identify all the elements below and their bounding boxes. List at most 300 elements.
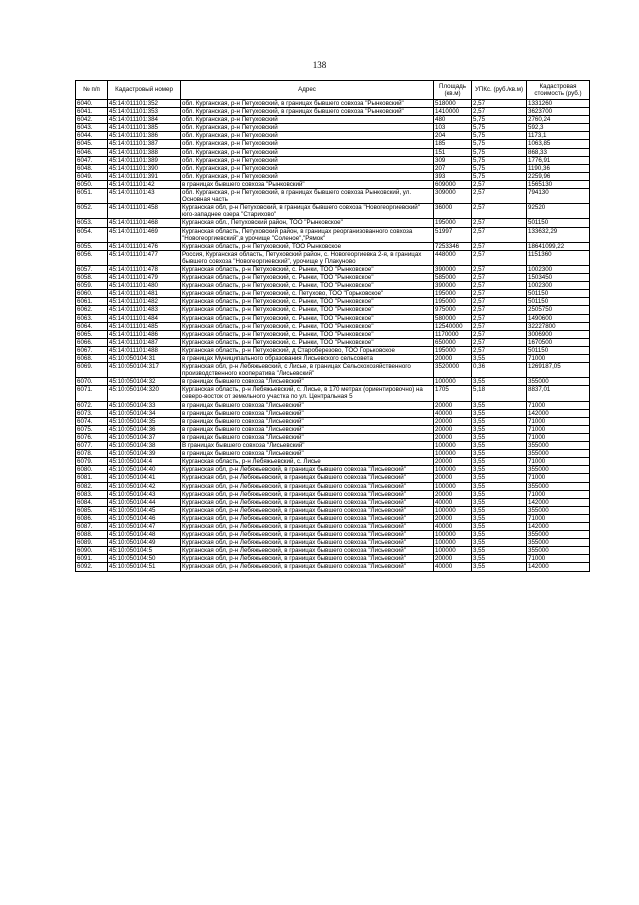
address: Курганская область, р-н Петуховский, с. Рынки, ТОО "Рынковское" — [181, 338, 434, 346]
table-row — [76, 265, 590, 273]
row-number: 6086. — [76, 514, 108, 522]
address: Курганская обл, р-н Петуховский, в границах бывшего совхоза "Новогеоргиевский" юго-западнее озера "Старихово" — [181, 204, 434, 219]
cadastral-value: 32227800 — [527, 322, 590, 330]
upks: 5,75 — [472, 132, 527, 140]
table-row — [76, 450, 590, 458]
row-number: 6075. — [76, 425, 108, 433]
area: 185 — [434, 140, 472, 148]
cadastral-value: 71000 — [527, 458, 590, 466]
table-row — [76, 164, 590, 172]
upks: 5,75 — [472, 140, 527, 148]
address: Курганская обл, р-н Лебяжьевский, в границах бывшего совхоза "Лисьевский" — [181, 522, 434, 530]
upks: 3,55 — [472, 466, 527, 474]
row-number: 6067. — [76, 346, 108, 354]
row-number: 6081. — [76, 474, 108, 482]
upks: 3,55 — [472, 409, 527, 417]
address: Курганская обл, р-н Лебяжьевский, в границах бывшего совхоза "Лисьевский" — [181, 514, 434, 522]
address: Курганская обл, р-н Лебяжьевский, в границах бывшего совхоза "Лисьевский" — [181, 506, 434, 514]
cadastral-value: 71000 — [527, 433, 590, 441]
cadastral-value: 355000 — [527, 506, 590, 514]
table-row — [76, 482, 590, 490]
cadastral-number: 45:14:011101:476 — [108, 242, 181, 250]
upks: 5,75 — [472, 172, 527, 180]
address: обл. Курганская, р-н Петуховский — [181, 148, 434, 156]
row-number: 6074. — [76, 417, 108, 425]
upks: 2,57 — [472, 219, 527, 227]
row-number: 6085. — [76, 506, 108, 514]
upks: 2,57 — [472, 100, 527, 108]
row-number: 6068. — [76, 355, 108, 363]
header-upks: УПКс. (руб./кв.м) — [472, 81, 527, 100]
cadastral-value: 355000 — [527, 482, 590, 490]
cadastral-number: 45:10:050104:49 — [108, 539, 181, 547]
upks: 3,55 — [472, 482, 527, 490]
header-num: № п/п — [76, 81, 108, 100]
table-row — [76, 490, 590, 498]
table-row — [76, 290, 590, 298]
cadastral-number: 45:14:011101:390 — [108, 164, 181, 172]
row-number: 6069. — [76, 363, 108, 378]
area: 309000 — [434, 189, 472, 204]
area: 580000 — [434, 314, 472, 322]
row-number: 6077. — [76, 442, 108, 450]
cadastral-number: 45:10:050104:44 — [108, 498, 181, 506]
address: в границах бывшего совхоза "Лисьевский" — [181, 450, 434, 458]
address: обл. Курганская, р-н Петуховский, в границах бывшего совхоза "Рынковский" — [181, 100, 434, 108]
upks: 3,55 — [472, 401, 527, 409]
row-number: 6076. — [76, 433, 108, 441]
cadastral-value: 1002300 — [527, 282, 590, 290]
cadastral-value: 1331260 — [527, 100, 590, 108]
area: 518000 — [434, 100, 472, 108]
upks: 3,55 — [472, 442, 527, 450]
table-header-row — [76, 81, 590, 100]
header-cadastral-value: Кадастровая стоимость (руб.) — [527, 81, 590, 100]
cadastral-value: 1190,36 — [527, 164, 590, 172]
row-number: 6043. — [76, 124, 108, 132]
area: 100000 — [434, 466, 472, 474]
cadastral-value: 18641099,22 — [527, 242, 590, 250]
header-cadastral-number: Кадастровый номер — [108, 81, 181, 100]
table-row — [76, 100, 590, 108]
address: Курганская область, р-н Петуховский, с. Рынки, ТОО "Рынковское" — [181, 265, 434, 273]
cadastral-value: 71000 — [527, 417, 590, 425]
cadastral-number: 45:10:050104:43 — [108, 490, 181, 498]
upks: 5,18 — [472, 386, 527, 401]
address: в границах бывшего совхоза "Лисьевский" — [181, 401, 434, 409]
cadastral-number: 45:10:050104:41 — [108, 474, 181, 482]
address: Россия, Курганская область, Петуховский район, с. Новогеоргиевка 2-я, в границах бывшего совхоза "Новогеоргиевский", урочище у Плакуново — [181, 250, 434, 265]
area: 20000 — [434, 555, 472, 563]
address: Курганская область, р-н Петуховский, с. Рынки, ТОО "Рынковское" — [181, 274, 434, 282]
cadastral-value: 355000 — [527, 450, 590, 458]
cadastral-number: 45:10:050104:46 — [108, 514, 181, 522]
table-row — [76, 563, 590, 571]
address: Курганская обл, р-н Лебяжьевский, с Лисье, в границах Сельскохозяйственного производственного кооператива "Лисьевский" — [181, 363, 434, 378]
address: Курганская обл, р-н Лебяжьевский, в границах бывшего совхоза "Лисьевский" — [181, 539, 434, 547]
row-number: 6078. — [76, 450, 108, 458]
upks: 2,57 — [472, 330, 527, 338]
cadastral-number: 45:10:050104:34 — [108, 409, 181, 417]
address: Курганская обл, р-н Лебяжьевский, в границах бывшего совхоза "Лисьевский" — [181, 466, 434, 474]
address: обл. Курганская, р-н Петуховский — [181, 124, 434, 132]
area: 100000 — [434, 450, 472, 458]
cadastral-number: 45:14:011101:488 — [108, 346, 181, 354]
table-row — [76, 282, 590, 290]
table-row — [76, 156, 590, 164]
upks: 3,55 — [472, 555, 527, 563]
cadastral-value: 1269187,05 — [527, 363, 590, 378]
address: Курганская область, р-н Петуховский, с. Петухово, ТОО "Горьковское" — [181, 290, 434, 298]
upks: 5,75 — [472, 156, 527, 164]
header-area: Площадь (кв.м) — [434, 81, 472, 100]
cadastral-number: 45:10:050104:320 — [108, 386, 181, 401]
row-number: 6073. — [76, 409, 108, 417]
cadastral-number: 45:10:050104:40 — [108, 466, 181, 474]
page-number: 138 — [312, 60, 327, 70]
address: Курганская обл, р-н Лебяжьевский, в границах бывшего совхоза "Лисьевский" — [181, 498, 434, 506]
address: Курганская область, Петуховский район, в границах реорганизованного совхоза "Новогеоргиевский",в урочище "Соленое","Рямок" — [181, 227, 434, 242]
address: Курганская обл, р-н Лебяжьевский, в границах бывшего совхоза "Лисьевский" — [181, 555, 434, 563]
address: в границах бывшего совхоза "Лисьевский" — [181, 378, 434, 386]
upks: 3,55 — [472, 506, 527, 514]
table-row — [76, 539, 590, 547]
upks: 3,55 — [472, 498, 527, 506]
cadastral-value: 1565130 — [527, 180, 590, 188]
cadastral-value: 794130 — [527, 189, 590, 204]
area: 3520000 — [434, 363, 472, 378]
table-row — [76, 132, 590, 140]
cadastral-value: 142000 — [527, 522, 590, 530]
upks: 2,57 — [472, 204, 527, 219]
upks: 2,57 — [472, 180, 527, 188]
cadastral-value: 501150 — [527, 346, 590, 354]
cadastral-value: 2259,96 — [527, 172, 590, 180]
area: 103 — [434, 124, 472, 132]
area: 12540000 — [434, 322, 472, 330]
row-number: 6070. — [76, 378, 108, 386]
table-row — [76, 409, 590, 417]
upks: 2,57 — [472, 242, 527, 250]
row-number: 6050. — [76, 180, 108, 188]
address: Курганская область, р-н Петуховский, с. Рынки, ТОО "Рынковское" — [181, 314, 434, 322]
cadastral-number: 45:10:050104:50 — [108, 555, 181, 563]
area: 51997 — [434, 227, 472, 242]
row-number: 6084. — [76, 498, 108, 506]
area: 36000 — [434, 204, 472, 219]
area: 151 — [434, 148, 472, 156]
area: 650000 — [434, 338, 472, 346]
area: 20000 — [434, 458, 472, 466]
table-row — [76, 363, 590, 378]
table-row — [76, 458, 590, 466]
row-number: 6071. — [76, 386, 108, 401]
cadastral-number: 45:14:011101:353 — [108, 108, 181, 116]
address: обл. Курганская, р-н Петуховский, в границах бывшего совхоза "Рынковский" — [181, 108, 434, 116]
cadastral-value: 1002300 — [527, 265, 590, 273]
row-number: 6056. — [76, 250, 108, 265]
address: в границах бывшего совхоза "Рынковский" — [181, 180, 434, 188]
address: Курганская обл, р-н Лебяжьевский, в границах бывшего совхоза "Лисьевский" — [181, 490, 434, 498]
upks: 2,57 — [472, 290, 527, 298]
table-row — [76, 547, 590, 555]
row-number: 6057. — [76, 265, 108, 273]
cadastral-number: 45:10:050104:317 — [108, 363, 181, 378]
row-number: 6048. — [76, 164, 108, 172]
address: В границах бывшего совхоза "Лисьевский" — [181, 442, 434, 450]
table-row — [76, 180, 590, 188]
cadastral-value: 3623700 — [527, 108, 590, 116]
row-number: 6051. — [76, 189, 108, 204]
area: 609000 — [434, 180, 472, 188]
cadastral-number: 45:14:011101:386 — [108, 132, 181, 140]
row-number: 6083. — [76, 490, 108, 498]
row-number: 6042. — [76, 116, 108, 124]
area: 100000 — [434, 378, 472, 386]
area: 1705 — [434, 386, 472, 401]
table-row — [76, 346, 590, 354]
area: 40000 — [434, 563, 472, 571]
table-row — [76, 314, 590, 322]
row-number: 6064. — [76, 322, 108, 330]
cadastral-number: 45:10:050104:48 — [108, 531, 181, 539]
upks: 3,55 — [472, 514, 527, 522]
row-number: 6082. — [76, 482, 108, 490]
upks: 3,55 — [472, 531, 527, 539]
cadastral-number: 45:10:050104:4 — [108, 458, 181, 466]
row-number: 6054. — [76, 227, 108, 242]
address: Курганская обл, р-н Лебяжьевский, в границах бывшего совхоза "Лисьевский" — [181, 482, 434, 490]
upks: 2,57 — [472, 322, 527, 330]
row-number: 6061. — [76, 298, 108, 306]
table-row — [76, 506, 590, 514]
cadastral-value: 355000 — [527, 378, 590, 386]
cadastral-value: 142000 — [527, 498, 590, 506]
cadastral-value: 355000 — [527, 466, 590, 474]
cadastral-value: 355000 — [527, 531, 590, 539]
address: обл. Курганская, р-н Петуховский — [181, 156, 434, 164]
cadastral-value: 71000 — [527, 474, 590, 482]
cadastral-number: 45:14:011101:458 — [108, 204, 181, 219]
row-number: 6088. — [76, 531, 108, 539]
row-number: 6046. — [76, 148, 108, 156]
upks: 2,57 — [472, 306, 527, 314]
upks: 3,55 — [472, 417, 527, 425]
area: 393 — [434, 172, 472, 180]
table-row — [76, 522, 590, 530]
cadastral-value: 355000 — [527, 442, 590, 450]
cadastral-value: 501150 — [527, 298, 590, 306]
address: в границах бывшего совхоза "Лисьевский" — [181, 417, 434, 425]
table-row — [76, 330, 590, 338]
cadastral-number: 45:14:011101:479 — [108, 274, 181, 282]
area: 100000 — [434, 547, 472, 555]
address: в границах Муниципального образования Лисьевского сельсовета — [181, 355, 434, 363]
address: обл. Курганская, р-н Петуховский, в границах бывшего совхоза Рынковский, ул. Основная часть — [181, 189, 434, 204]
table-row — [76, 338, 590, 346]
cadastral-number: 45:14:011101:389 — [108, 156, 181, 164]
row-number: 6072. — [76, 401, 108, 409]
table-row — [76, 433, 590, 441]
area: 309 — [434, 156, 472, 164]
table-row — [76, 172, 590, 180]
cadastral-value: 868,33 — [527, 148, 590, 156]
upks: 3,55 — [472, 539, 527, 547]
table-row — [76, 250, 590, 265]
cadastral-value: 8837,01 — [527, 386, 590, 401]
row-number: 6040. — [76, 100, 108, 108]
area: 40000 — [434, 498, 472, 506]
area: 1170000 — [434, 330, 472, 338]
upks: 2,57 — [472, 346, 527, 354]
table-row — [76, 227, 590, 242]
cadastral-value: 71000 — [527, 425, 590, 433]
cadastral-value: 1173,1 — [527, 132, 590, 140]
cadastral-value: 2505750 — [527, 306, 590, 314]
row-number: 6063. — [76, 314, 108, 322]
area: 20000 — [434, 474, 472, 482]
cadastral-number: 45:10:050104:5 — [108, 547, 181, 555]
table-row — [76, 425, 590, 433]
cadastral-number: 45:14:011101:469 — [108, 227, 181, 242]
cadastral-value: 1063,85 — [527, 140, 590, 148]
table-row — [76, 401, 590, 409]
area: 100000 — [434, 531, 472, 539]
upks: 3,55 — [472, 433, 527, 441]
upks: 3,55 — [472, 474, 527, 482]
area: 207 — [434, 164, 472, 172]
row-number: 6049. — [76, 172, 108, 180]
cadastral-number: 45:14:011101:480 — [108, 282, 181, 290]
area: 20000 — [434, 417, 472, 425]
upks: 2,57 — [472, 250, 527, 265]
upks: 0,36 — [472, 363, 527, 378]
address: в границах бывшего совхоза "Лисьевский" — [181, 433, 434, 441]
table-row — [76, 355, 590, 363]
row-number: 6059. — [76, 282, 108, 290]
cadastral-table — [75, 80, 590, 572]
area: 100000 — [434, 539, 472, 547]
row-number: 6087. — [76, 522, 108, 530]
row-number: 6055. — [76, 242, 108, 250]
table-row — [76, 298, 590, 306]
cadastral-number: 45:14:011101:484 — [108, 314, 181, 322]
cadastral-value: 1776,91 — [527, 156, 590, 164]
cadastral-number: 45:14:011101:487 — [108, 338, 181, 346]
table-row — [76, 108, 590, 116]
cadastral-number: 45:10:050104:51 — [108, 563, 181, 571]
table-row — [76, 274, 590, 282]
upks: 2,57 — [472, 108, 527, 116]
row-number: 6053. — [76, 219, 108, 227]
upks: 3,55 — [472, 378, 527, 386]
cadastral-value: 71000 — [527, 401, 590, 409]
address: Курганская область, р-н Петуховский, ТОО Рынковское — [181, 242, 434, 250]
table-row — [76, 140, 590, 148]
cadastral-number: 45:14:011101:477 — [108, 250, 181, 265]
table-row — [76, 148, 590, 156]
row-number: 6065. — [76, 330, 108, 338]
area: 7253346 — [434, 242, 472, 250]
table-row — [76, 378, 590, 386]
row-number: 6091. — [76, 555, 108, 563]
address: Курганская область, р-н Лебяжьевский, с. Лисье — [181, 458, 434, 466]
area: 585000 — [434, 274, 472, 282]
table-row — [76, 306, 590, 314]
address: Курганская область, р-н Петуховский, с. Рынки, ТОО "Рынковское" — [181, 330, 434, 338]
upks: 3,55 — [472, 425, 527, 433]
row-number: 6062. — [76, 306, 108, 314]
cadastral-value: 592,3 — [527, 124, 590, 132]
upks: 3,55 — [472, 355, 527, 363]
cadastral-value: 1490600 — [527, 314, 590, 322]
cadastral-value: 71000 — [527, 490, 590, 498]
cadastral-number: 45:10:050104:37 — [108, 433, 181, 441]
row-number: 6045. — [76, 140, 108, 148]
area: 20000 — [434, 433, 472, 441]
cadastral-value: 142000 — [527, 409, 590, 417]
cadastral-number: 45:10:050104:32 — [108, 378, 181, 386]
table-row — [76, 204, 590, 219]
upks: 3,55 — [472, 547, 527, 555]
cadastral-number: 45:14:011101:483 — [108, 306, 181, 314]
cadastral-number: 45:10:050104:35 — [108, 417, 181, 425]
cadastral-number: 45:14:011101:384 — [108, 116, 181, 124]
table-row — [76, 189, 590, 204]
cadastral-number: 45:10:050104:47 — [108, 522, 181, 530]
area: 100000 — [434, 442, 472, 450]
area: 195000 — [434, 290, 472, 298]
cadastral-number: 45:10:050104:36 — [108, 425, 181, 433]
row-number: 6090. — [76, 547, 108, 555]
cadastral-number: 45:10:050104:38 — [108, 442, 181, 450]
address: Курганская обл, р-н Лебяжьевский, в границах бывшего совхоза "Лисьевский" — [181, 563, 434, 571]
cadastral-number: 45:14:011101:482 — [108, 298, 181, 306]
cadastral-value: 92520 — [527, 204, 590, 219]
table-row — [76, 474, 590, 482]
upks: 3,55 — [472, 458, 527, 466]
upks: 2,57 — [472, 189, 527, 204]
address: Курганская область, р-н Петуховский, с. Рынки, ТОО "Рынковское" — [181, 306, 434, 314]
table-row — [76, 116, 590, 124]
row-number: 6044. — [76, 132, 108, 140]
area: 20000 — [434, 490, 472, 498]
table-row — [76, 442, 590, 450]
cadastral-value: 501150 — [527, 290, 590, 298]
area: 195000 — [434, 219, 472, 227]
upks: 5,75 — [472, 164, 527, 172]
upks: 2,57 — [472, 265, 527, 273]
cadastral-number: 45:14:011101:385 — [108, 124, 181, 132]
area: 100000 — [434, 506, 472, 514]
table-row — [76, 466, 590, 474]
table-row — [76, 555, 590, 563]
area: 1410000 — [434, 108, 472, 116]
address: обл. Курганская, р-н Петуховский — [181, 132, 434, 140]
upks: 5,75 — [472, 124, 527, 132]
row-number: 6058. — [76, 274, 108, 282]
upks: 2,57 — [472, 314, 527, 322]
cadastral-number: 45:10:050104:33 — [108, 401, 181, 409]
cadastral-value: 142000 — [527, 563, 590, 571]
cadastral-value: 71000 — [527, 355, 590, 363]
address: Курганская область, р-н Лебяжьевский, с. Лисье, в 170 метрах (ориентировочно) на северо-восток от земельного участка по ул. Центральная 5 — [181, 386, 434, 401]
area: 480 — [434, 116, 472, 124]
row-number: 6079. — [76, 458, 108, 466]
row-number: 6052. — [76, 204, 108, 219]
table-row — [76, 219, 590, 227]
cadastral-value: 3006900 — [527, 330, 590, 338]
